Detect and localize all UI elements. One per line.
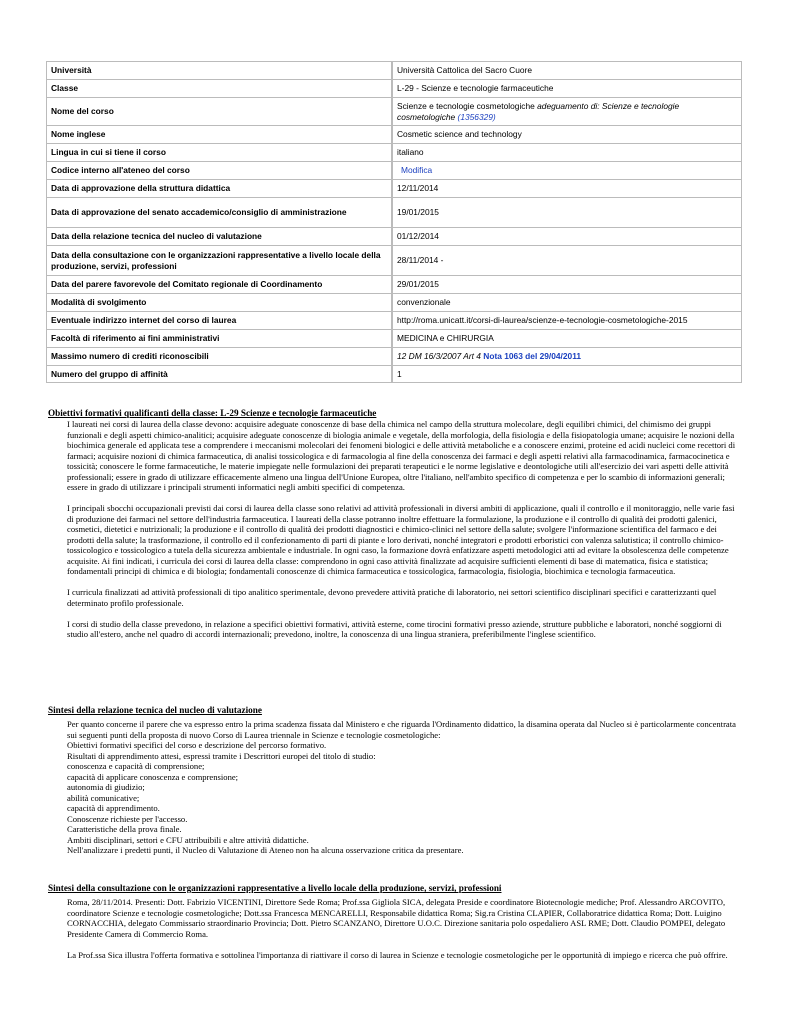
row-value xyxy=(392,161,742,179)
table-row xyxy=(46,143,742,161)
table-row xyxy=(46,245,742,275)
row-label: Data della relazione tecnica del nucleo di valutazione xyxy=(46,227,392,245)
row-value xyxy=(392,97,742,125)
table-row xyxy=(46,79,742,97)
table-row xyxy=(46,275,742,293)
row-value: L-29 - Scienze e tecnologie farmaceutiche xyxy=(392,79,742,97)
row-label: Università xyxy=(46,61,392,79)
row-label: Data di approvazione del senato accademico/consiglio di amministrazione xyxy=(46,197,392,227)
section-title: Sintesi della consultazione con le organizzazioni rappresentative a livello locale della produzione, servizi, professioni xyxy=(48,883,502,893)
text-line: capacità di apprendimento. xyxy=(67,803,160,813)
row-value: 19/01/2015 xyxy=(392,197,742,227)
table-row xyxy=(46,311,742,329)
text-line: capacità di applicare conoscenza e comprensione; xyxy=(67,771,239,782)
modifica-link[interactable]: Modifica xyxy=(401,165,433,176)
table-row xyxy=(46,347,742,365)
course-code-link[interactable]: (1356329) xyxy=(457,111,496,122)
nota-link[interactable]: Nota 1063 del 29/04/2011 xyxy=(483,351,582,362)
table-row xyxy=(46,329,742,347)
course-name: Scienze e tecnologie cosmetologiche xyxy=(397,100,538,111)
section-body xyxy=(67,419,743,640)
row-value xyxy=(392,347,742,365)
row-label: Data della consultazione con le organizzazioni rappresentative a livello locale della produzione, servizi, professioni xyxy=(46,245,392,275)
row-value: 28/11/2014 - xyxy=(392,245,742,275)
row-label: Facoltà di riferimento ai fini amministrativi xyxy=(46,329,392,347)
section-title: Sintesi della relazione tecnica del nucleo di valutazione xyxy=(48,705,262,715)
section-body xyxy=(67,897,743,960)
table-row xyxy=(46,179,742,197)
row-label: Data del parere favorevole del Comitato regionale di Coordinamento xyxy=(46,275,392,293)
paragraph: I curricula finalizzati ad attività professionali di tipo analitico sperimentale, devono prevedere attività pratiche di laboratorio, nei settori scientifico disciplinari specifici e caratterizzanti quel determinato profilo professionale. xyxy=(67,587,717,608)
section-title: Obiettivi formativi qualificanti della classe: L-29 Scienze e tecnologie farmaceutiche xyxy=(48,408,377,418)
text-line: abilità comunicative; xyxy=(67,792,140,803)
section-body xyxy=(67,719,743,856)
row-value: http://roma.unicatt.it/corsi-di-laurea/scienze-e-tecnologie-cosmetologiche-2015 xyxy=(392,311,742,329)
table-row xyxy=(46,161,742,179)
paragraph: I laureati nei corsi di laurea della classe devono: acquisire adeguate conoscenze di base della chimica nel campo della struttura molecolare, degli equilibri chimici, del chimismo dei gruppi funzionali e degli aspetti chimico-analitici; acquisire adeguate conoscenze di biologia animale e vegetale, della morfologia, della fisiologia e della fisiopatologia umane; acquisire le nozioni della biochimica generale ed applicata tese a comprendere i meccanismi molecolari dei fenomeni biologici e delle attività metaboliche e a conoscere enzimi, proteine ed acidi nucleici come recettori di farmaci; acquisire nozioni di chimica farmaceutica, di analisi tossicologica e di farmacologia al fine della conoscenza dei farmaci e degli aspetti relativi alla farmacodinamica, farmacocinetica e tossicità; conoscere le forme farmaceutiche, le materie impiegate nelle formulazioni dei preparati terapeutici e le norme legislative e deontologiche utili all'esercizio dei vari aspetti delle attività professionali; essere in grado di utilizzare efficacemente almeno una lingua dell'Unione Europea, oltre l'italiano, nell'ambito specifico di competenza e per lo scambio di informazioni generali; essere in grado di utilizzare i principali strumenti informatici negli ambiti specifici di competenza. xyxy=(67,419,736,492)
table-row xyxy=(46,125,742,143)
paragraph: La Prof.ssa Sica illustra l'offerta formativa e sottolinea l'importanza di riattivare il corso di laurea in Scienze e tecnologie cosmetologiche per le opportunità di impiego e ricerca che può offrire. xyxy=(67,949,728,960)
paragraph: I corsi di studio della classe prevedono, in relazione a specifici obiettivi formativi, attività esterne, come tirocini formativi presso aziende, strutture pubbliche e laboratori, nonché soggiorni di studio all'estero, anche nel quadro di accordi internazionali; prevedono, inoltre, la conoscenza di una lingua straniera, preferibilmente l'inglese scientifico. xyxy=(67,618,722,639)
credits-reference: 12 DM 16/3/2007 Art 4 xyxy=(397,351,484,362)
row-label: Nome inglese xyxy=(46,125,392,143)
table-row xyxy=(46,97,742,125)
sintesi-consultazione-section xyxy=(48,883,743,971)
row-value: convenzionale xyxy=(392,293,742,311)
text-line: autonomia di giudizio; xyxy=(67,782,145,792)
row-label: Numero del gruppo di affinità xyxy=(46,365,392,383)
text-line: Caratteristiche della prova finale. xyxy=(67,824,182,834)
text-line: Ambiti disciplinari, settori e CFU attribuibili e altre attività didattiche. xyxy=(67,834,309,845)
text-line: conoscenza e capacità di comprensione; xyxy=(67,761,205,771)
row-label: Classe xyxy=(46,79,392,97)
paragraph: I principali sbocchi occupazionali previsti dai corsi di laurea della classe sono relativi ad attività professionali in diversi ambiti di applicazione, quali il controllo e il monitoraggio, nelle varie fasi di produzione dei farmaci nel settore dell'industria farmaceutica. I laureati della classe potranno inoltre effettuare la formulazione, la produzione e il controllo di qualità dei prodotti galenici, cosmetici, dietetici e nutrizionali; la produzione e il controllo di qualità dei prodotti diagnostici e chimico-clinici nel settore della salute; svolgere l'informazione scientifica del farmaco e dei prodotti della salute; la trasformazione, il controllo ed il confezionamento di parti di piante e loro derivati, nonché integratori e prodotti erboristici con valenza salutistica; il controllo chimico-tossicologico e tossicologico a tutela della sicurezza ambientale e industriale. In ogni caso, la formazione dovrà enfatizzare aspetti metodologici atti ad evitare la obsolescenza delle competenze acquisite. Ai fini indicati, i curricula dei corsi di laurea della classe: comprendono in ogni caso attività finalizzate ad acquisire sufficienti elementi di base di matematica, fisica e statistica; fondamentali principi di chimica e di biologia; fondamentali conoscenze di chimica farmaceutica e tossicologica, farmacologia, fisiologia, biochimica e tecnologia farmaceutica. xyxy=(67,503,735,576)
table-row xyxy=(46,197,742,227)
table-row xyxy=(46,61,742,79)
row-label: Codice interno all'ateneo del corso xyxy=(46,161,392,179)
row-value: 01/12/2014 xyxy=(392,227,742,245)
course-info-table xyxy=(46,61,742,383)
sintesi-nucleo-section xyxy=(48,705,743,856)
row-value: italiano xyxy=(392,143,742,161)
row-value: 1 xyxy=(392,365,742,383)
course-adaptation-note: adeguamento di: Scienze e tecnologie cosmetologiche xyxy=(397,100,680,122)
text-line: Per quanto concerne il parere che va espresso entro la prima scadenza fissata dal Ministero e che riguarda l'Ordinamento didattico, la disamina operata dal Nucleo si è particolarmente concentrata sui seguenti punti della proposta di nuovo Corso di Laurea triennale in Scienze e tecnologie cosmetologiche: xyxy=(67,719,736,740)
paragraph: Roma, 28/11/2014. Presenti: Dott. Fabrizio VICENTINI, Direttore Sede Roma; Prof.ssa Gigliola SICA, delegata Preside e coordinatore Biotecnologie mediche; Prof. Alessandro ARCOVITO, coordinatore Scienze e tecnologie cosmetologiche; Dott.ssa Francesca MENCARELLI, Responsabile didattica Roma; Sig.ra Cristina CLAPIER, Collaboratrice didattica Roma; Dott. Luigino CORNACCHIA, delegato Commissario straordinario Provincia; Dott. Pietro SCANZANO, Direttore U.O.C. Direzione sanitaria polo ospedaliero ASL RME; Dott. Claudio POMPEI, delegato Presidente Camera di Commercio Roma. xyxy=(67,897,726,939)
row-label: Data di approvazione della struttura didattica xyxy=(46,179,392,197)
row-value: 29/01/2015 xyxy=(392,275,742,293)
table-row xyxy=(46,293,742,311)
row-value: 12/11/2014 xyxy=(392,179,742,197)
row-label: Nome del corso xyxy=(46,97,392,125)
row-label: Massimo numero di crediti riconoscibili xyxy=(46,347,392,365)
text-line: Risultati di apprendimento attesi, espressi tramite i Descrittori europei del titolo di studio: xyxy=(67,750,376,761)
row-label: Eventuale indirizzo internet del corso di laurea xyxy=(46,311,392,329)
text-line: Obiettivi formativi specifici del corso e descrizione del percorso formativo. xyxy=(67,740,327,750)
text-line: Nell'analizzare i predetti punti, il Nucleo di Valutazione di Ateneo non ha alcuna osservazione critica da presentare. xyxy=(67,845,464,855)
row-value: MEDICINA e CHIRURGIA xyxy=(392,329,742,347)
row-label: Modalità di svolgimento xyxy=(46,293,392,311)
text-line: Conoscenze richieste per l'accesso. xyxy=(67,813,188,824)
row-label: Lingua in cui si tiene il corso xyxy=(46,143,392,161)
obiettivi-section xyxy=(48,408,743,650)
row-value: Università Cattolica del Sacro Cuore xyxy=(392,61,742,79)
row-value: Cosmetic science and technology xyxy=(392,125,742,143)
table-row xyxy=(46,365,742,383)
table-row xyxy=(46,227,742,245)
